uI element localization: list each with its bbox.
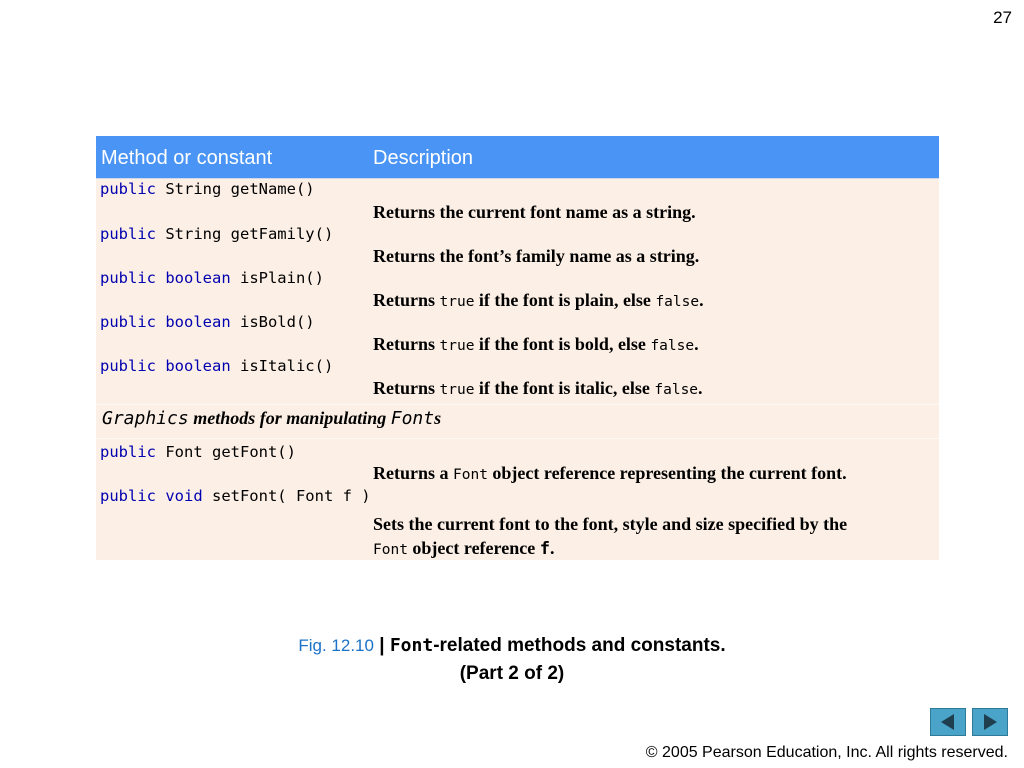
table-row-description: Returns true if the font is plain, else false. — [373, 290, 704, 310]
figure-caption: Fig. 12.10 | Font-related methods and constants. (Part 2 of 2) — [0, 632, 1024, 688]
slide-navigation — [930, 708, 1008, 736]
previous-slide-button[interactable] — [930, 708, 966, 736]
table-row-signature: public String getFamily() — [100, 225, 334, 243]
copyright-footer: © 2005 Pearson Education, Inc. All rights reserved. — [645, 744, 1008, 761]
table-row-description-line2: Font object reference f. — [373, 538, 555, 559]
table-row-signature: public boolean isBold() — [100, 313, 315, 331]
table-row-signature: public void setFont( Font f ) — [100, 487, 371, 505]
header-method: Method or constant — [101, 147, 273, 169]
table-row-description: Returns the font’s family name as a string. — [373, 246, 700, 266]
row-divider — [96, 404, 939, 405]
figure-label: Fig. 12.10 — [298, 636, 374, 655]
next-slide-button[interactable] — [972, 708, 1008, 736]
triangle-left-icon — [938, 712, 958, 732]
caption-line2: (Part 2 of 2) — [459, 663, 565, 684]
table-row-signature: public String getName() — [100, 180, 315, 198]
table-row-signature: public boolean isPlain() — [100, 269, 324, 287]
section-heading: Graphics methods for manipulating Fonts — [102, 408, 442, 429]
table-row-description: Returns a Font object reference representing the current font. — [373, 463, 847, 483]
table-row-description: Sets the current font to the font, style and size specified by the — [373, 514, 848, 534]
table-header — [96, 136, 939, 179]
table-row-description: Returns the current font name as a string. — [373, 202, 696, 222]
page-number: 27 — [993, 8, 1012, 27]
table-row-signature: public boolean isItalic() — [100, 357, 334, 375]
table-row-signature: public Font getFont() — [100, 443, 296, 461]
table-row-description: Returns true if the font is italic, else false. — [373, 378, 703, 398]
triangle-right-icon — [980, 712, 1000, 732]
row-divider — [96, 438, 939, 439]
header-description: Description — [373, 147, 474, 169]
table-row-description: Returns true if the font is bold, else false. — [373, 334, 699, 354]
methods-table — [96, 136, 939, 560]
